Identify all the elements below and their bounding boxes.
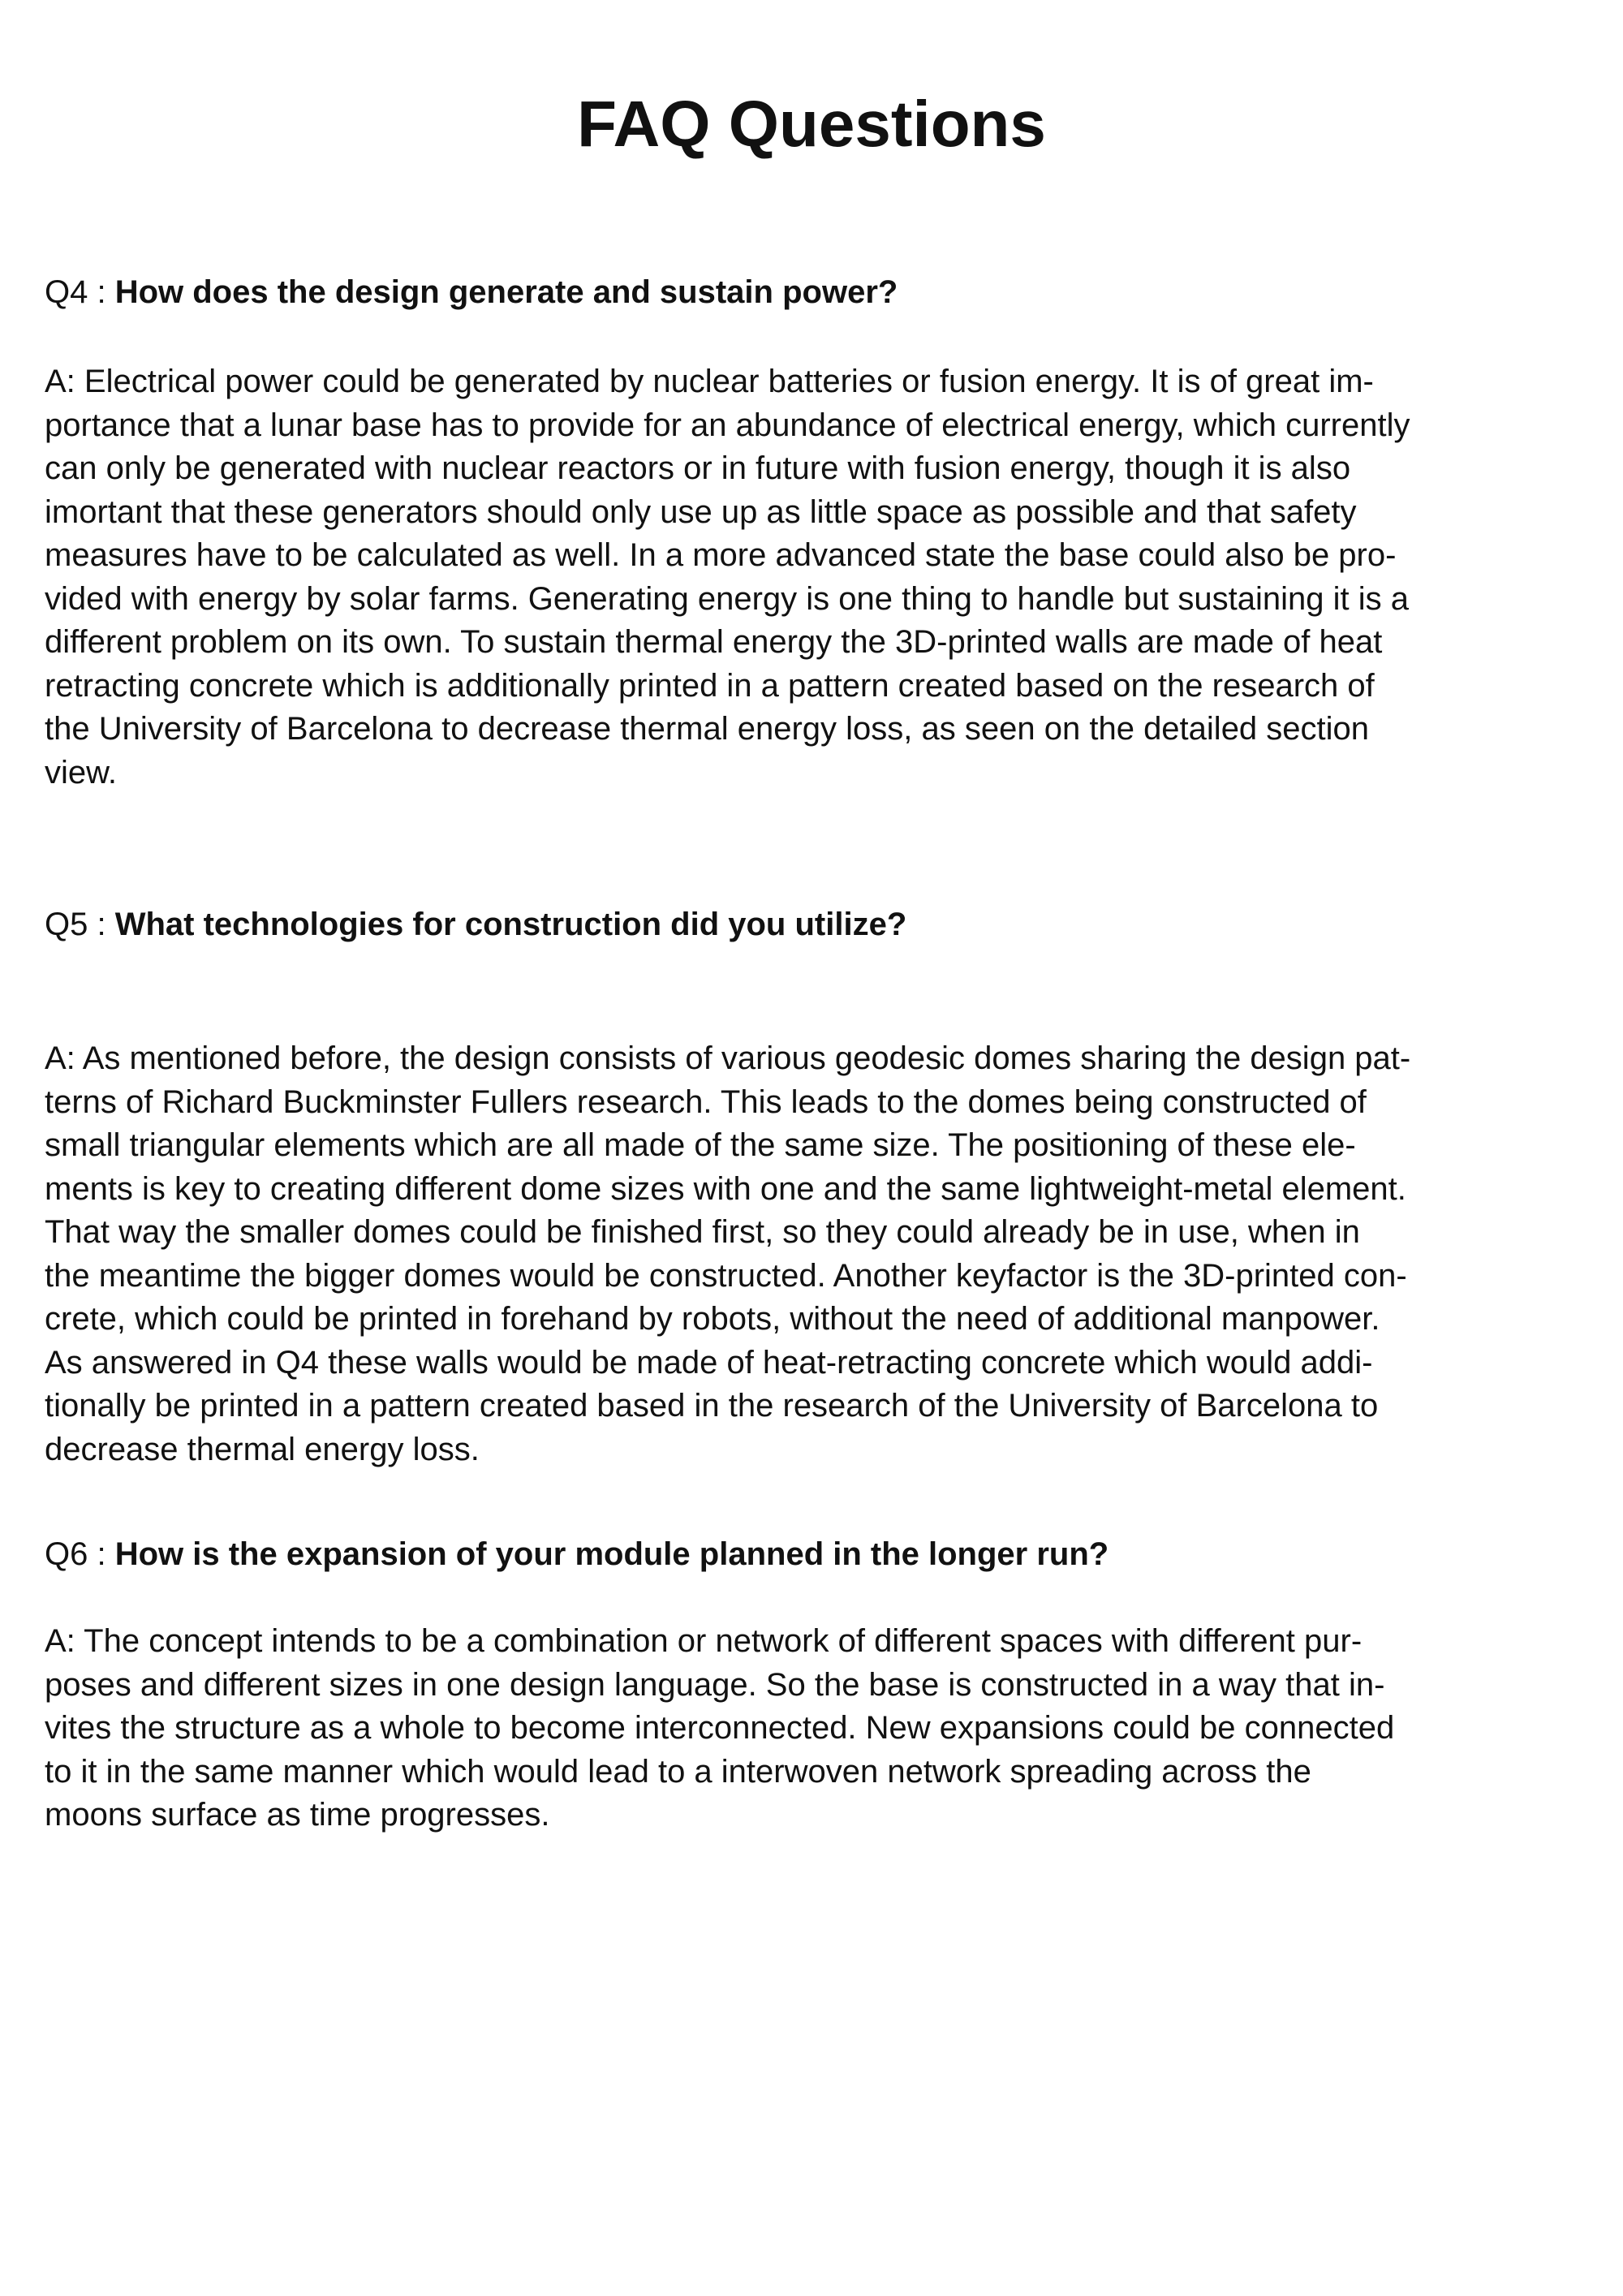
answer-text — [45, 1620, 1586, 1837]
faq-item-q6 — [45, 1532, 1586, 1576]
answer-text — [45, 360, 1586, 795]
question-number: Q5 : — [45, 907, 115, 942]
answer-line: moons surface as time progresses. — [45, 1797, 550, 1833]
answer-line: the University of Barcelona to decrease thermal energy loss, as seen on the detailed section — [45, 711, 1370, 747]
answer-line: view. — [45, 754, 117, 790]
faq-question — [45, 902, 1586, 946]
faq-question — [45, 270, 1586, 314]
question-text: What technologies for construction did you utilize? — [114, 907, 907, 942]
answer-line: As answered in Q4 these walls would be made of heat-retracting concrete which would addi- — [45, 1344, 1373, 1381]
answer-line: measures have to be calculated as well. In a more advanced state the base could also be pro- — [45, 537, 1397, 573]
answer-line: A: As mentioned before, the design consists of various geodesic domes sharing the design pat- — [45, 1040, 1411, 1076]
answer-line: portance that a lunar base has to provide for an abundance of electrical energy, which currently — [45, 407, 1410, 443]
question-text: How does the design generate and sustain power? — [114, 274, 898, 310]
answer-line: A: Electrical power could be generated by nuclear batteries or fusion energy. It is of great im- — [45, 364, 1374, 399]
answer-line: terns of Richard Buckminster Fullers research. This leads to the domes being constructed of — [45, 1083, 1367, 1120]
faq-item-q4 — [45, 270, 1586, 314]
answer-line: ments is key to creating different dome sizes with one and the same lightweight-metal element. — [45, 1170, 1406, 1207]
answer-text — [45, 1037, 1586, 1471]
page-title: FAQ Questions — [577, 88, 1046, 160]
answer-line: A: The concept intends to be a combination or network of different spaces with different pur- — [45, 1623, 1363, 1659]
question-text: How is the expansion of your module planned in the longer run? — [114, 1536, 1109, 1572]
answer-line: different problem on its own. To sustain thermal energy the 3D-printed walls are made of heat — [45, 624, 1383, 660]
question-number: Q4 : — [45, 274, 115, 310]
answer-line: can only be generated with nuclear reactors or in future with fusion energy, though it is also — [45, 450, 1351, 486]
answer-line: poses and different sizes in one design language. So the base is constructed in a way that in- — [45, 1666, 1385, 1703]
faq-answer-q6 — [45, 1620, 1586, 1837]
faq-question — [45, 1532, 1586, 1576]
answer-line: vided with energy by solar farms. Generating energy is one thing to handle but sustaining it is a — [45, 580, 1409, 617]
answer-line: small triangular elements which are all made of the same size. The positioning of these ele- — [45, 1127, 1356, 1163]
answer-line: That way the smaller domes could be finished first, so they could already be in use, when in — [45, 1214, 1360, 1250]
faq-item-q5 — [45, 902, 1586, 946]
answer-line: the meantime the bigger domes would be constructed. Another keyfactor is the 3D-printed con- — [45, 1257, 1407, 1294]
answer-line: vites the structure as a whole to become interconnected. New expansions could be connected — [45, 1710, 1395, 1746]
answer-line: imortant that these generators should only use up as little space as possible and that safety — [45, 493, 1357, 530]
answer-line: tionally be printed in a pattern created based in the research of the University of Barcelona to — [45, 1388, 1379, 1424]
faq-answer-q4 — [45, 360, 1586, 795]
answer-line: to it in the same manner which would lead to a interwoven network spreading across the — [45, 1753, 1311, 1790]
faq-answer-q5 — [45, 1037, 1586, 1471]
answer-line: decrease thermal energy loss. — [45, 1431, 480, 1467]
answer-line: retracting concrete which is additionally printed in a pattern created based on the research of — [45, 667, 1375, 704]
answer-line: crete, which could be printed in forehand by robots, without the need of additional manpower. — [45, 1301, 1380, 1337]
question-number: Q6 : — [45, 1536, 115, 1572]
